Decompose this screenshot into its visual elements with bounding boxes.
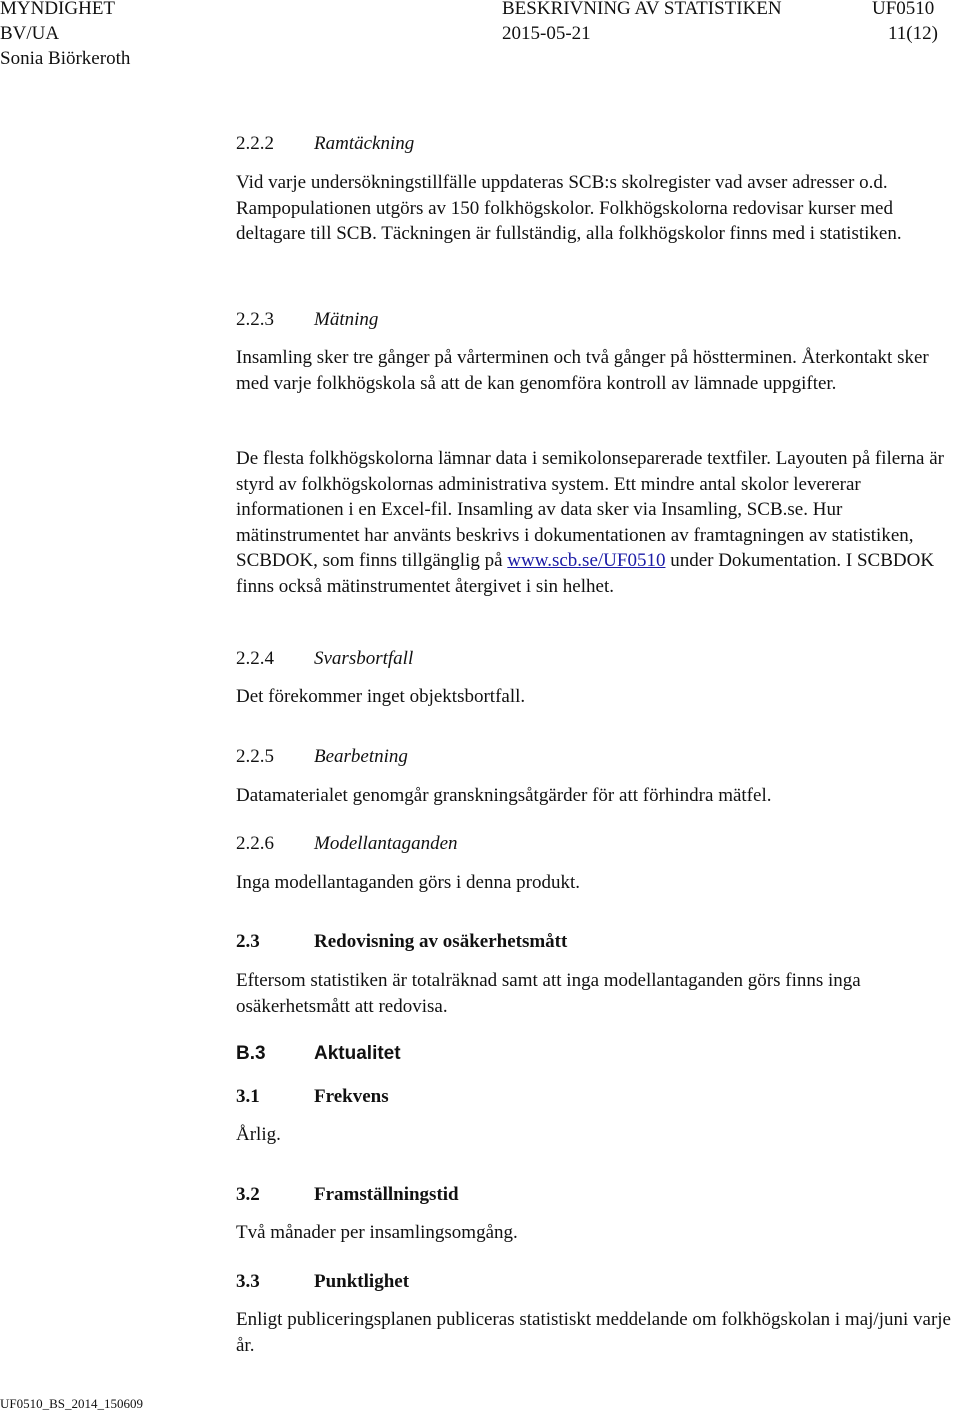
scb-link[interactable]: www.scb.se/UF0510 — [507, 550, 666, 571]
paragraph-bearbetning: Datamaterialet genomgår granskningsåtgärder för att förhindra mätfel. — [236, 785, 772, 806]
section-number: 2.2.3 — [236, 309, 274, 330]
header-org: MYNDIGHET — [0, 0, 116, 19]
section-number: 2.2.5 — [236, 746, 274, 767]
heading-3-3 — [236, 1271, 409, 1293]
section-title: Ramtäckning — [314, 133, 415, 154]
heading-3-2 — [236, 1184, 459, 1206]
paragraph-frekvens: Årlig. — [236, 1124, 281, 1145]
section-number: 2.2.2 — [236, 133, 274, 154]
section-title: Redovisning av osäkerhetsmått — [314, 931, 568, 952]
header-code: UF0510 — [872, 0, 935, 19]
section-title: Aktualitet — [314, 1043, 401, 1064]
section-title: Punktlighet — [314, 1271, 410, 1292]
heading-2-2-5 — [236, 746, 408, 768]
heading-2-2-3 — [236, 309, 378, 331]
section-title: Modellantaganden — [314, 833, 458, 854]
section-number: B.3 — [236, 1043, 266, 1064]
section-title: Frekvens — [314, 1086, 389, 1107]
paragraph-punktlighet: Enligt publiceringsplanen publiceras statistiskt meddelande om folkhögskolan i maj/juni varje år. — [236, 1309, 951, 1356]
section-number: 3.2 — [236, 1184, 260, 1205]
paragraph-matning-2: De flesta folkhögskolorna lämnar data i semikolonseparerade textfiler. Layouten på filerna är styrd av folkhögskolornas administrativa system. Ett mindre antal skolor levererar informationen i en Excel-fil. Insamling av data sker via Insamling, SCB.se. Hur mätinstrumentet har använts beskrivs i dokumentationen av framtagningen av statistiken, SCBDOK, som finns tillgänglig på www.scb.se/UF0510 under Dokumentation. I SCBDOK finns också mätinstrumentet återgivet i sin helhet. — [236, 448, 945, 597]
heading-3-1 — [236, 1086, 389, 1108]
paragraph-ramtackning: Vid varje undersökningstillfälle uppdateras SCB:s skolregister vad avser adresser o.d. Rampopulationen utgörs av 150 folkhögskolor. Folkhögskolorna redovisar kurser med deltagare till SCB. Täckningen är fullständig, alla folkhögskolor finns med i statistiken. — [236, 172, 902, 244]
section-title: Mätning — [314, 309, 379, 330]
section-number: 2.2.4 — [236, 648, 274, 669]
header-date: 2015-05-21 — [502, 23, 591, 44]
header-doc-title: BESKRIVNING AV STATISTIKEN — [502, 0, 782, 19]
section-title: Svarsbortfall — [314, 648, 414, 669]
section-title: Bearbetning — [314, 746, 408, 767]
paragraph-osakerhetsmatt: Eftersom statistiken är totalräknad samt att inga modellantaganden görs finns inga osäkerhetsmått att redovisa. — [236, 970, 861, 1017]
heading-2-2-2 — [236, 133, 414, 155]
paragraph-modellantaganden: Inga modellantaganden görs i denna produkt. — [236, 872, 581, 893]
paragraph-framstallningstid: Två månader per insamlingsomgång. — [236, 1222, 518, 1243]
heading-2-2-4 — [236, 648, 413, 670]
footer-doc-id: UF0510_BS_2014_150609 — [0, 1396, 144, 1411]
section-number: 2.2.6 — [236, 833, 274, 854]
paragraph-matning-1: Insamling sker tre gånger på vårterminen och två gånger på höstterminen. Återkontakt sker med varje folkhögskola så att de kan genomföra kontroll av lämnade uppgifter. — [236, 347, 929, 394]
section-title: Framställningstid — [314, 1184, 459, 1205]
paragraph-svarsbortfall: Det förekommer inget objektsbortfall. — [236, 686, 526, 707]
header-page-number: 11(12) — [888, 23, 938, 44]
header-unit: BV/UA — [0, 23, 60, 44]
header-author: Sonia Biörkeroth — [0, 48, 131, 69]
section-number: 2.3 — [236, 931, 260, 952]
heading-b-3 — [236, 1043, 401, 1065]
section-number: 3.1 — [236, 1086, 260, 1107]
heading-2-3 — [236, 931, 567, 953]
heading-2-2-6 — [236, 833, 458, 855]
section-number: 3.3 — [236, 1271, 260, 1292]
